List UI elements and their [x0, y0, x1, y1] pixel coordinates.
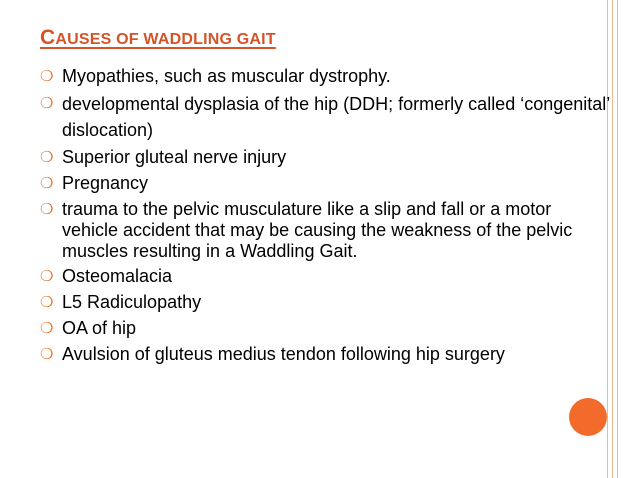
list-item [40, 344, 610, 365]
decorative-orange-circle [569, 398, 607, 436]
bullet-text: L5 Radiculopathy [62, 292, 202, 312]
hollow-circle-bullet-icon: ❍ [40, 149, 54, 166]
hollow-circle-bullet-icon: ❍ [40, 320, 54, 337]
bullet-text: Avulsion of gluteus medius tendon following hip surgery [62, 344, 505, 364]
list-item [40, 66, 610, 87]
list-item [40, 199, 610, 262]
list-item [40, 266, 610, 287]
slide-title [40, 27, 276, 51]
hollow-circle-bullet-icon: ❍ [40, 268, 54, 285]
list-item [40, 318, 610, 339]
bullet-text: developmental dysplasia of the hip (DDH; formerly called ‘congenital’ dislocation) [62, 94, 610, 140]
bullet-text: Osteomalacia [62, 266, 173, 286]
list-item [40, 292, 610, 313]
hollow-circle-bullet-icon: ❍ [40, 201, 54, 218]
decorative-border-line [617, 0, 618, 478]
slide-title-initial: C [40, 26, 56, 49]
bullet-text: Pregnancy [62, 173, 149, 193]
bullet-text: Superior gluteal nerve injury [62, 147, 287, 167]
list-item [40, 147, 610, 168]
bullet-text: Myopathies, such as muscular dystrophy. [62, 66, 391, 86]
list-item [40, 93, 610, 143]
slide-title-rest: AUSES OF WADDLING GAIT [55, 31, 276, 48]
hollow-circle-bullet-icon: ❍ [40, 95, 54, 112]
list-item [40, 173, 610, 194]
bullet-text: OA of hip [62, 318, 137, 338]
hollow-circle-bullet-icon: ❍ [40, 175, 54, 192]
bullet-list [40, 66, 610, 365]
hollow-circle-bullet-icon: ❍ [40, 346, 54, 363]
hollow-circle-bullet-icon: ❍ [40, 68, 54, 85]
bullet-text: trauma to the pelvic musculature like a slip and fall or a motor vehicle accident that may be causing the weakness of the pelvic muscles resulting in a Waddling Gait. [62, 199, 573, 261]
decorative-border-line [612, 0, 613, 478]
hollow-circle-bullet-icon: ❍ [40, 294, 54, 311]
